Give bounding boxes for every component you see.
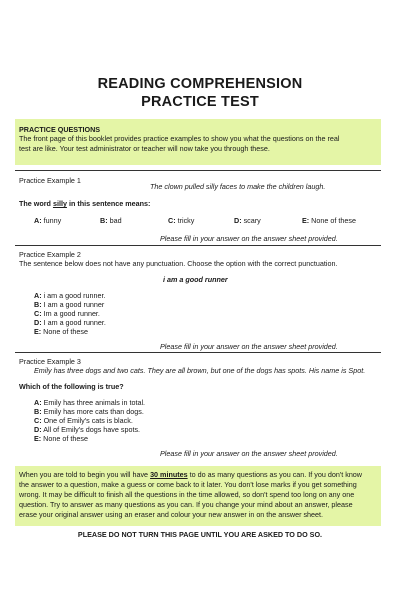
section-divider — [15, 245, 381, 246]
closing-text-line-1: When you are told to begin you will have 30 minutes to do as many questions as you can. If you don't know — [19, 470, 362, 479]
example-3-note: Please fill in your answer on the answer sheet provided. — [160, 449, 338, 458]
closing-text-line-3: wrong. It may be difficult to finish all the questions in the time allowed, so don't spend too long on any one — [19, 490, 355, 499]
example-3-option: D: All of Emily's dogs have spots. — [34, 425, 141, 434]
example-1-label: Practice Example 1 — [19, 176, 81, 185]
example-3-option: C: One of Emily's cats is black. — [34, 416, 133, 425]
section-divider — [15, 170, 381, 171]
example-3-question: Which of the following is true? — [19, 382, 124, 391]
example-2-instruction: The sentence below does not have any punctuation. Choose the option with the correct punctuation. — [19, 259, 338, 268]
intro-heading: PRACTICE QUESTIONS — [19, 125, 101, 134]
page-title-line-2: PRACTICE TEST — [141, 94, 259, 110]
example-1-option: B: bad — [100, 216, 122, 225]
example-1-sentence: The clown pulled silly faces to make the children laugh. — [150, 182, 326, 191]
example-1-question: The word silly in this sentence means: — [19, 199, 151, 208]
example-1-option: D: scary — [234, 216, 261, 225]
example-2-option: E: None of these — [34, 327, 88, 336]
example-1-option: C: tricky — [168, 216, 195, 225]
example-2-option: B: I am a good runner — [34, 300, 105, 309]
example-3-option: A: Emily has three animals in total. — [34, 398, 146, 407]
footer-notice: PLEASE DO NOT TURN THIS PAGE UNTIL YOU ARE ASKED TO DO SO. — [77, 530, 323, 539]
example-3-label: Practice Example 3 — [19, 357, 81, 366]
example-2-option: D: I am a good runner. — [34, 318, 106, 327]
page-title-line-1: READING COMPREHENSION — [97, 76, 303, 92]
closing-text-line-4: question. Try to answer as many questions as you can. If you change your mind about an answer, please — [19, 500, 353, 509]
example-2-sentence: i am a good runner — [163, 275, 228, 284]
example-3-option: E: None of these — [34, 434, 88, 443]
example-3-passage: Emily has three dogs and two cats. They are all brown, but one of the dogs has spots. His name is Spot. — [34, 366, 366, 375]
intro-text-line-2: test are like. Your test administrator or teacher will now take you through these. — [19, 144, 270, 153]
example-1-option: A: funny — [34, 216, 62, 225]
example-3-option: B: Emily has more cats than dogs. — [34, 407, 144, 416]
section-divider — [15, 352, 381, 353]
example-2-option: A: i am a good runner. — [34, 291, 106, 300]
closing-text-line-5: erase your original answer using an eraser and colour your new answer in on the answer sheet. — [19, 510, 324, 519]
example-2-note: Please fill in your answer on the answer sheet provided. — [160, 342, 338, 351]
intro-text-line-1: The front page of this booklet provides practice examples to show you what the questions on the real — [19, 134, 340, 143]
example-2-label: Practice Example 2 — [19, 250, 81, 259]
example-1-note: Please fill in your answer on the answer sheet provided. — [160, 234, 338, 243]
closing-text-line-2: the answer to a question, make a guess or come back to it later. You don't lose marks if you get something — [19, 480, 357, 489]
example-2-option: C: Im a good runner. — [34, 309, 100, 318]
example-1-option: E: None of these — [302, 216, 356, 225]
